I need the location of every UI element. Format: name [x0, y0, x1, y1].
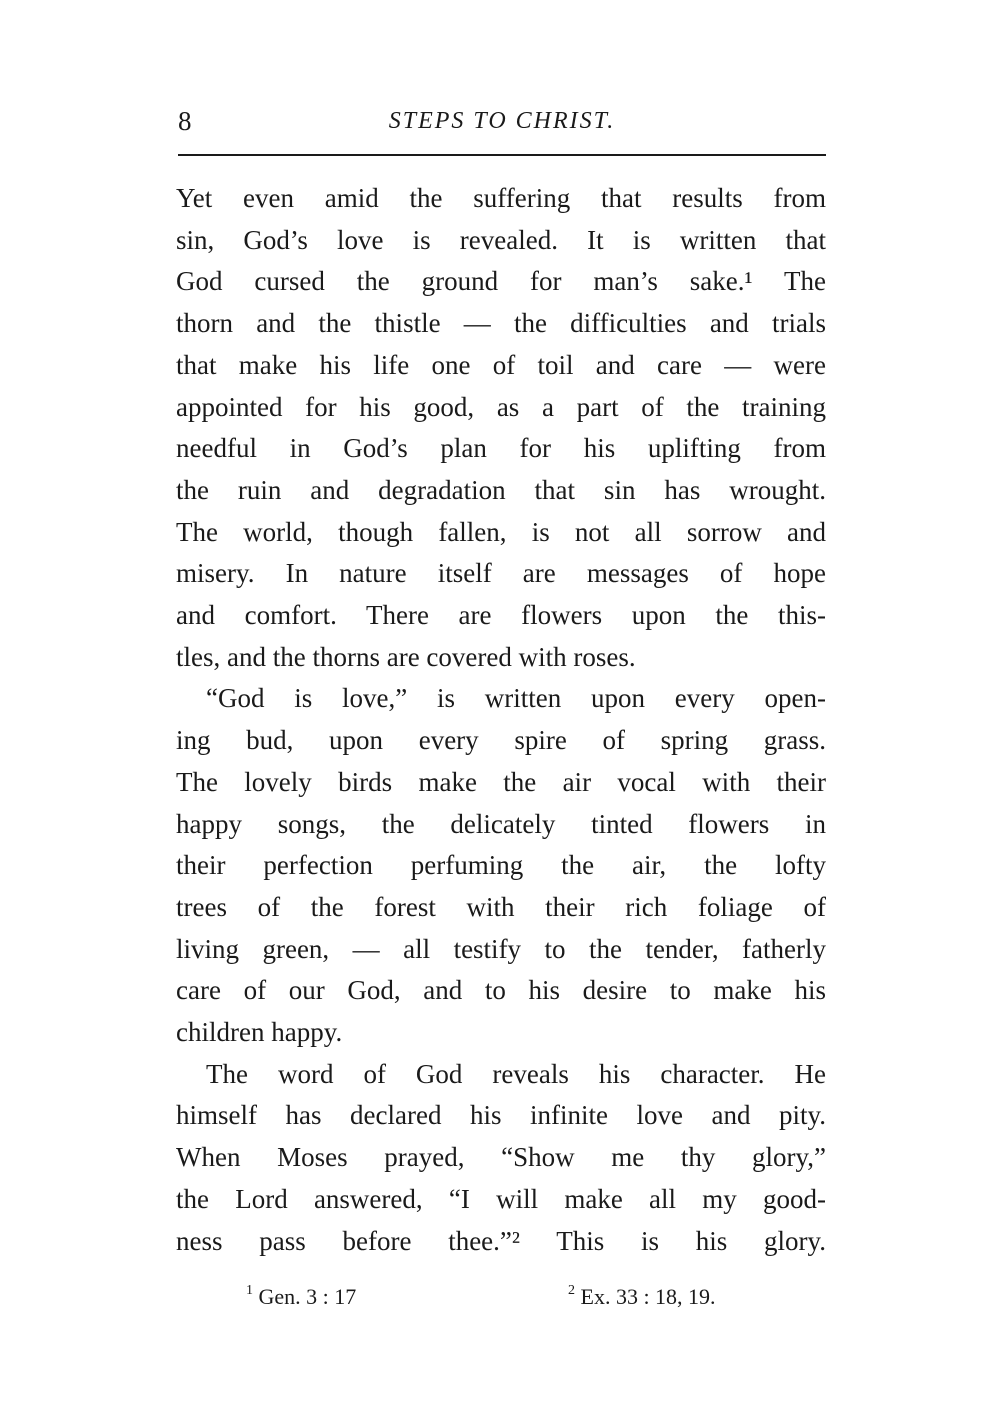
text-line: care of our God, and to his desire to make his [176, 975, 826, 1006]
header-rule [178, 154, 826, 156]
text-line: himself has declared his infinite love and pity. [176, 1100, 826, 1131]
running-title: STEPS TO CHRIST. [388, 108, 616, 134]
text-line: the Lord answered, “I will make all my good- [176, 1183, 826, 1214]
text-line: “God is love,” is written upon every open- [206, 683, 826, 714]
body-text [176, 178, 826, 1262]
text-line: misery. In nature itself are messages of hope [176, 558, 826, 589]
text-line: needful in God’s plan for his uplifting from [176, 433, 826, 464]
text-line: their perfection perfuming the air, the lofty [176, 850, 826, 881]
text-line: children happy. [176, 1017, 343, 1048]
page-header [178, 103, 826, 139]
text-line: The lovely birds make the air vocal with their [176, 766, 826, 797]
footnotes [178, 1279, 826, 1315]
text-line: ing bud, upon every spire of spring grass. [176, 725, 826, 756]
footnote-text: Gen. 3 : 17 [258, 1284, 357, 1309]
text-line: The word of God reveals his character. He [206, 1058, 826, 1089]
text-line: appointed for his good, as a part of the training [176, 391, 826, 422]
footnote-marker: 2 [568, 1283, 575, 1298]
footnote-marker: 1 [246, 1283, 253, 1298]
text-line: and comfort. There are flowers upon the this- [176, 600, 826, 631]
text-line: living green, — all testify to the tender, fatherly [176, 933, 826, 964]
text-line: thorn and the thistle — the difficulties and trials [176, 308, 826, 339]
text-line: that make his life one of toil and care — were [176, 349, 826, 380]
text-line: When Moses prayed, “Show me thy glory,” [176, 1142, 826, 1173]
text-line: ness pass before thee.”² This is his glory. [176, 1225, 826, 1256]
text-line: tles, and the thorns are covered with roses. [176, 641, 636, 672]
text-line: The world, though fallen, is not all sorrow and [176, 516, 826, 547]
text-line: trees of the forest with their rich foliage of [176, 891, 826, 922]
text-line: happy songs, the delicately tinted flowers in [176, 808, 826, 839]
text-line: God cursed the ground for man’s sake.¹ The [176, 266, 826, 297]
text-line: the ruin and degradation that sin has wrought. [176, 474, 826, 505]
footnote-2 [568, 1279, 716, 1315]
paragraph-2 [176, 678, 826, 1053]
text-line: sin, God’s love is revealed. It is written that [176, 224, 826, 255]
text-line: Yet even amid the suffering that results from [176, 183, 826, 213]
footnote-1 [246, 1279, 356, 1315]
page-number: 8 [178, 106, 192, 136]
paragraph-1 [176, 178, 826, 678]
footnote-text: Ex. 33 : 18, 19. [580, 1284, 716, 1309]
paragraph-3 [176, 1054, 826, 1263]
